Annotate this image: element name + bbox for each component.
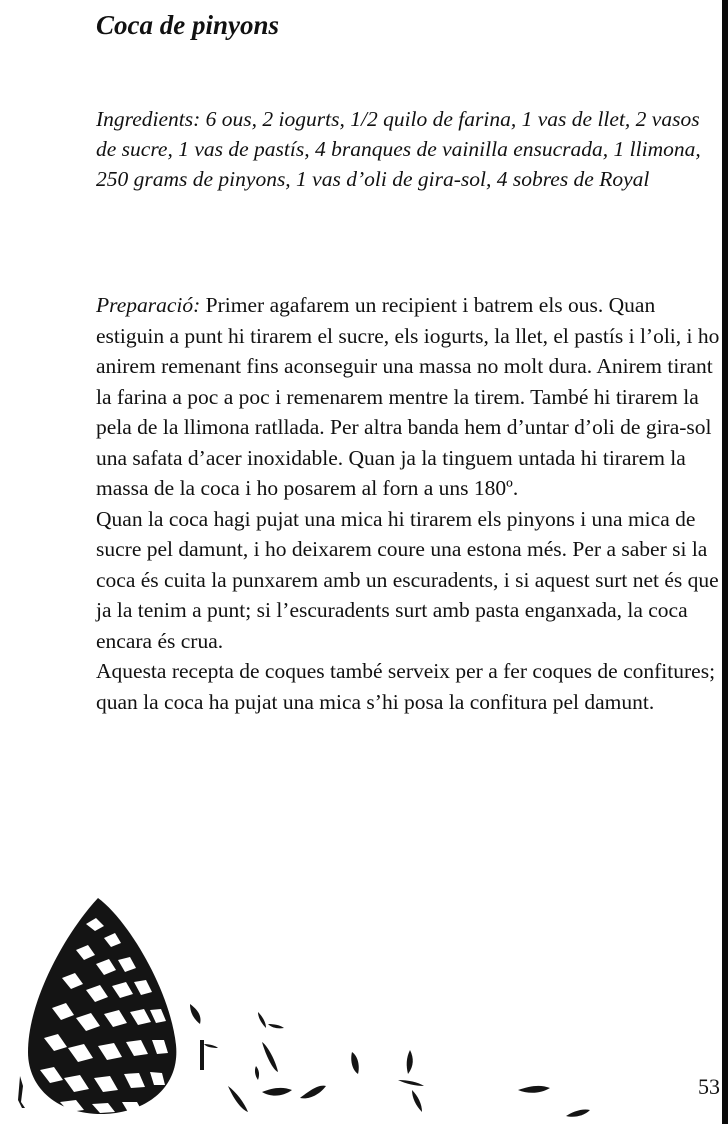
- preparation-text: Primer agafarem un recipient i batrem els ous. Quan estiguin a punt hi tirarem el sucre, els iogurts, la llet, el pastís i l’oli, i ho anirem remenant fins aconseguir una massa no molt dura. Anirem tirant la farina a poc a poc i remenarem mentre la tirem. També hi tirarem la pela de la llimona ratllada. Per altra banda hem d’untar d’oli de gira-sol una safata d’acer inoxidable. Quan ja la tinguem untada hi tirarem la massa de la coca i ho posarem al forn a uns 180º.: [96, 293, 720, 500]
- ingredients-paragraph: [96, 104, 722, 194]
- preparation-label: Preparació:: [96, 293, 201, 317]
- page-number: 53: [698, 1074, 720, 1099]
- preparation-paragraph: Aquesta recepta de coques també serveix per a fer coques de confitures; quan la coca ha pujat una mica s’hi posa la confitura pel damunt.: [96, 659, 716, 714]
- preparation-paragraph: Quan la coca hagi pujat una mica hi tirarem els pinyons i una mica de sucre pel damunt, i ho deixarem coure una estona més. Per a saber si la coca és cuita la punxarem amb un escuradents, i si aquest surt net és que ja la tenim a punt; si l’escuradents surt amb pasta enganxada, la coca encara és crua.: [96, 506, 719, 653]
- recipe-title: Coca de pinyons: [96, 10, 280, 40]
- preparation-section: [96, 290, 722, 717]
- pine-cone-icon: [28, 898, 176, 1114]
- book-spine-edge: [722, 0, 728, 1124]
- preparation-paragraph: [96, 290, 722, 504]
- pine-cone-illustration: [0, 880, 590, 1124]
- ingredients-label: Ingredients:: [96, 107, 201, 131]
- ingredients-list: 6 ous, 2 iogurts, 1/2 quilo de farina, 1 vas de llet, 2 vasos de sucre, 1 vas de pastís, 4 branques de vainilla ensucrada, 1 llimona, 250 grams de pinyons, 1 vas d’oli de gira-sol, 4 sobres de Royal: [96, 107, 701, 191]
